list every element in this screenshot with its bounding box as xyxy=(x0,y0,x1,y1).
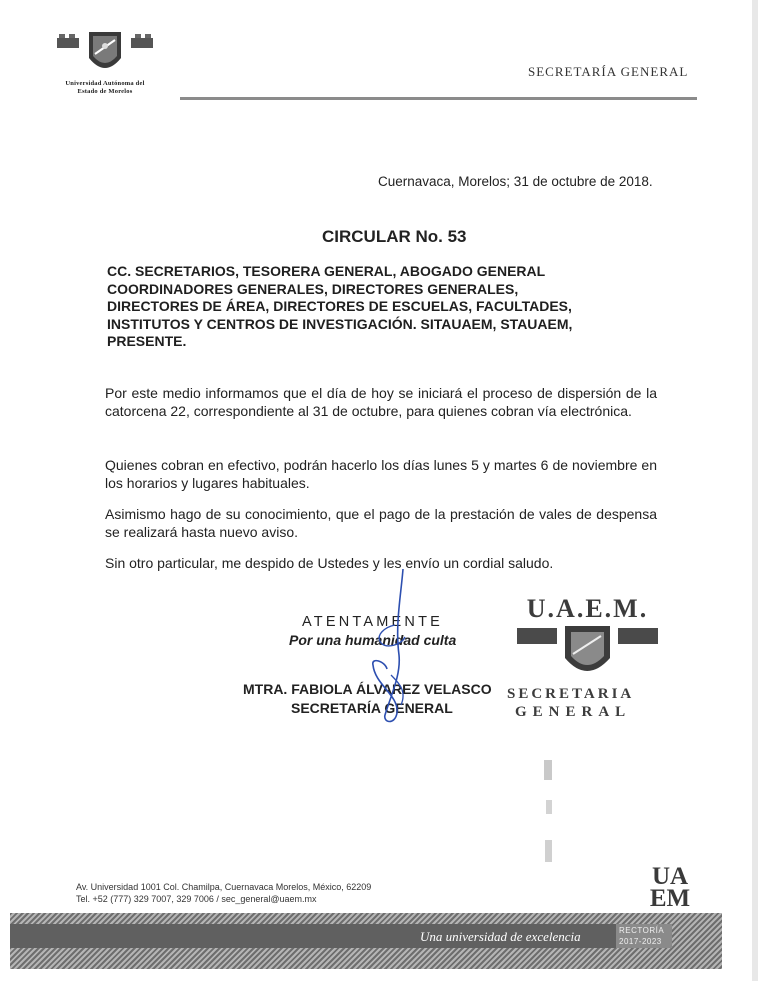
university-seal xyxy=(505,594,670,720)
university-logo xyxy=(55,28,155,96)
uaem-logo xyxy=(640,863,700,912)
department-heading: SECRETARÍA GENERAL xyxy=(528,64,689,79)
date-line: Cuernavaca, Morelos; 31 de octubre de 2018. xyxy=(378,174,653,189)
page-edge xyxy=(752,0,758,981)
signer-name: MTRA. FABIOLA ÁLVAREZ VELASCO xyxy=(243,681,492,697)
contact-line: Tel. +52 (777) 329 7007, 329 7006 / sec_general@uaem.mx xyxy=(76,894,317,904)
recipient-line: COORDINADORES GENERALES, DIRECTORES GENERALES, xyxy=(107,280,519,297)
header-rule xyxy=(180,97,697,100)
rectoria-label: RECTORÍA xyxy=(619,926,665,935)
recipient-line: INSTITUTOS Y CENTROS DE INVESTIGACIÓN. SITAUAEM, STAUAEM, xyxy=(107,315,573,332)
university-crest-icon xyxy=(55,28,155,80)
body-paragraph-1: Por este medio informamos que el día de hoy se iniciará el proceso de dispersión de la catorcena 22, correspondiente al 31 de octubre, para quienes cobran vía electrónica. xyxy=(105,385,657,419)
body-paragraph-3: Asimismo hago de su conocimiento, que el pago de la prestación de vales de despensa se realizará hasta nuevo aviso. xyxy=(105,506,657,540)
recipient-line: DIRECTORES DE ÁREA, DIRECTORES DE ESCUELAS, FACULTADES, xyxy=(107,298,572,314)
rectoria-years: 2017-2023 xyxy=(619,937,662,946)
logo-text-line2: Estado de Morelos xyxy=(77,88,133,95)
circular-title: CIRCULAR No. 53 xyxy=(322,227,467,246)
seal-line2: GENERAL xyxy=(515,704,632,720)
seal-line1: SECRETARIA xyxy=(507,686,635,702)
logo-text-line1: Universidad Autónoma del xyxy=(65,80,145,87)
recipient-line: CC. SECRETARIOS, TESORERA GENERAL, ABOGADO GENERAL xyxy=(107,263,546,279)
closing-atentamente: ATENTAMENTE xyxy=(302,614,443,630)
uaem-logo-top: UA xyxy=(651,863,689,890)
stamp-marks-icon xyxy=(540,760,560,870)
closing-motto: Por una humanidad culta xyxy=(289,632,457,648)
body-paragraph-2: Quienes cobran en efectivo, podrán hacerlo los días lunes 5 y martes 6 de noviembre en los horarios y lugares habituales. xyxy=(105,457,657,491)
footer-slogan: Una universidad de excelencia xyxy=(420,929,581,944)
signer-title: SECRETARÍA GENERAL xyxy=(291,700,453,716)
handwritten-signature xyxy=(355,565,435,735)
seal-crest-icon xyxy=(515,624,660,684)
recipients-block xyxy=(107,263,627,351)
recipient-line: PRESENTE. xyxy=(107,333,187,349)
uaem-logo-bottom: EM xyxy=(649,885,691,912)
address-line: Av. Universidad 1001 Col. Chamilpa, Cuernavaca Morelos, México, 62209 xyxy=(76,882,372,892)
body-paragraph-4: Sin otro particular, me despido de Ustedes y les envío un cordial saludo. xyxy=(105,555,554,571)
footer-address xyxy=(76,881,371,905)
seal-title: U.A.E.M. xyxy=(526,594,649,623)
